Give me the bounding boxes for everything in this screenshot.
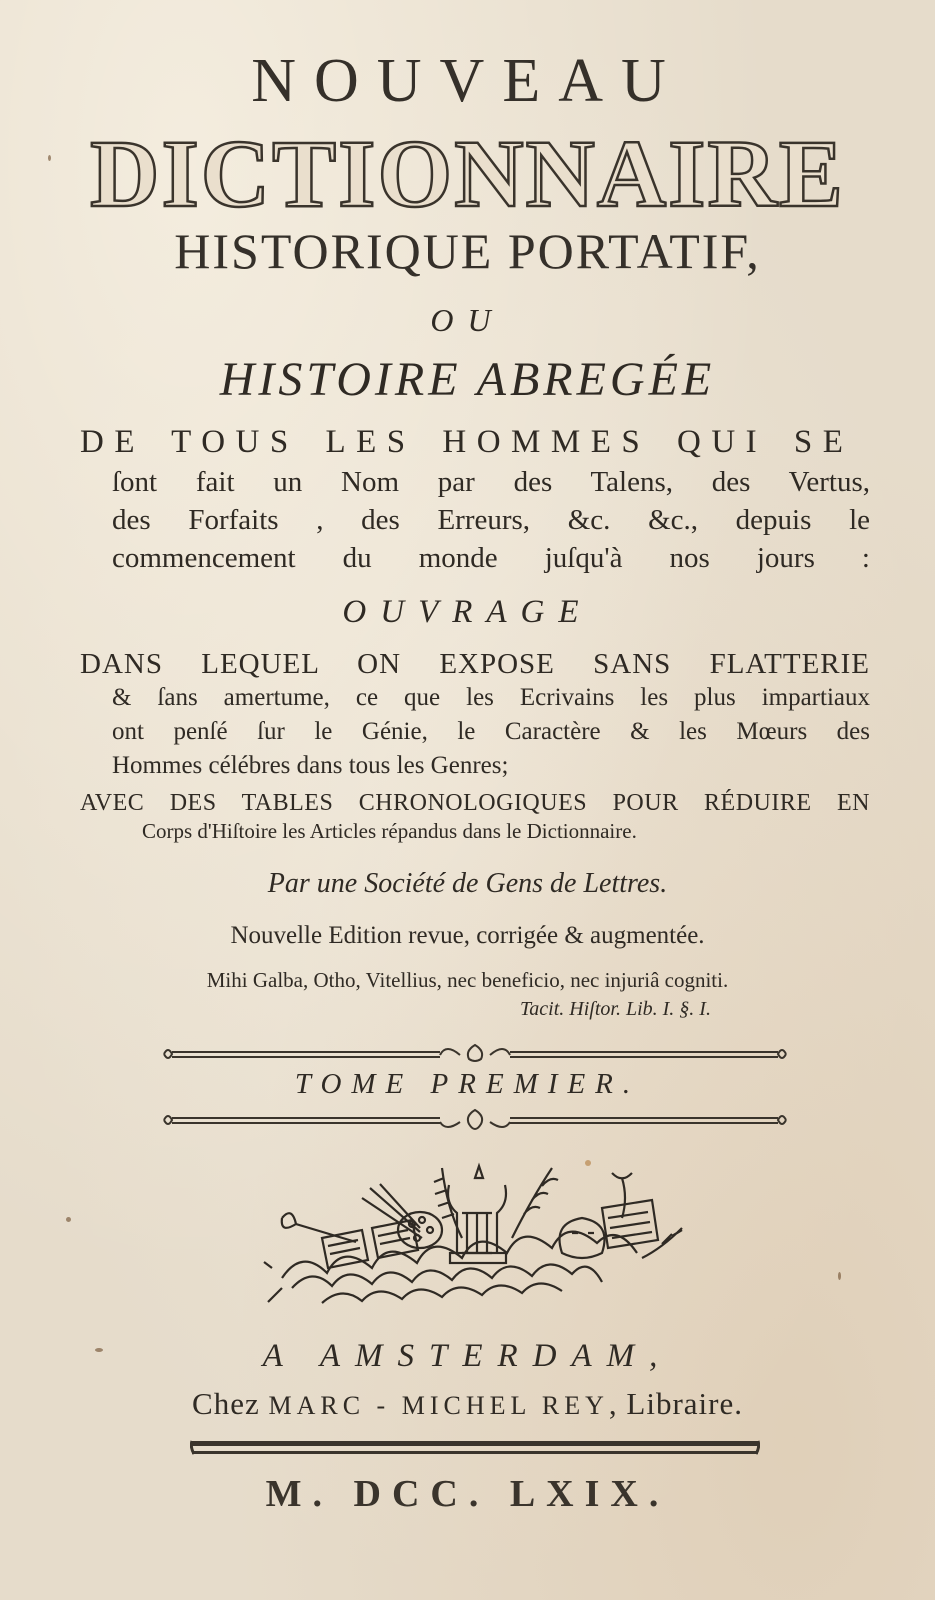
tables-lead: AVEC DES TABLES CHRONOLOGIQUES POUR RÉDUIRE EN bbox=[80, 790, 870, 816]
tables-block bbox=[80, 790, 870, 844]
ouvrage-heading: OUVRAGE bbox=[342, 594, 593, 630]
title-nouveau: NOUVEAU bbox=[251, 47, 684, 115]
ornamental-rule-top bbox=[160, 1043, 790, 1065]
ouvrage-lead: DANS LEQUEL ON EXPOSE SANS FLATTERIE bbox=[80, 648, 870, 680]
paper-speck bbox=[838, 1272, 841, 1280]
imprint-year: M. DCC. LXIX. bbox=[265, 1473, 670, 1515]
ouvrage-line: & ſans amertume, ce que les Ecrivains les plus impartiaux bbox=[112, 684, 870, 711]
double-rule bbox=[190, 1438, 760, 1460]
epigraph-quote: Mihi Galba, Otho, Vitellius, nec beneficio, nec injuriâ cogniti. bbox=[206, 968, 729, 992]
subtitle-histoire-abregee: HISTOIRE ABREGÉE bbox=[219, 353, 716, 406]
title-historique-portatif: HISTORIQUE PORTATIF, bbox=[174, 223, 761, 279]
description-line: ſont fait un Nom par des Talens, des Vertus, bbox=[112, 466, 870, 498]
description-block bbox=[80, 424, 870, 577]
ouvrage-line: ont penſé ſur le Génie, le Caractère & les Mœurs des bbox=[112, 718, 870, 745]
imprint-publisher-suffix: , Libraire. bbox=[608, 1386, 743, 1421]
imprint-chez: Chez bbox=[192, 1386, 260, 1421]
printers-vignette-ornament bbox=[262, 1158, 692, 1318]
title-connector-ou: OU bbox=[430, 302, 505, 338]
volume-label: TOME PREMIER. bbox=[294, 1068, 641, 1100]
ornamental-rule-bottom bbox=[160, 1106, 790, 1136]
description-line: des Forfaits , des Erreurs, &c. &c., depuis le bbox=[112, 504, 870, 536]
paper-speck bbox=[95, 1348, 103, 1352]
epigraph-source: Tacit. Hiſtor. Lib. I. §. I. bbox=[520, 998, 711, 1020]
ouvrage-block bbox=[80, 648, 870, 783]
paper-speck bbox=[585, 1160, 591, 1166]
description-lead: DE TOUS LES HOMMES QUI SE bbox=[80, 424, 854, 460]
paper-speck bbox=[48, 155, 51, 161]
edition-line: Nouvelle Edition revue, corrigée & augmentée. bbox=[230, 922, 705, 949]
imprint-publisher-name: MARC - MICHEL REY bbox=[268, 1391, 609, 1420]
ouvrage-line: Hommes célébres dans tous les Genres; bbox=[112, 752, 509, 779]
imprint-place: A AMSTERDAM, bbox=[262, 1338, 673, 1374]
paper-speck bbox=[66, 1217, 71, 1222]
tables-line: Corps d'Hiſtoire les Articles répandus dans le Dictionnaire. bbox=[142, 819, 637, 843]
authorship-line: Par une Société de Gens de Lettres. bbox=[267, 868, 668, 899]
title-dictionnaire: DICTIONNAIRE bbox=[90, 120, 845, 227]
imprint-publisher-line bbox=[0, 1386, 935, 1422]
description-line: commencement du monde juſqu'à nos jours : bbox=[112, 542, 870, 574]
